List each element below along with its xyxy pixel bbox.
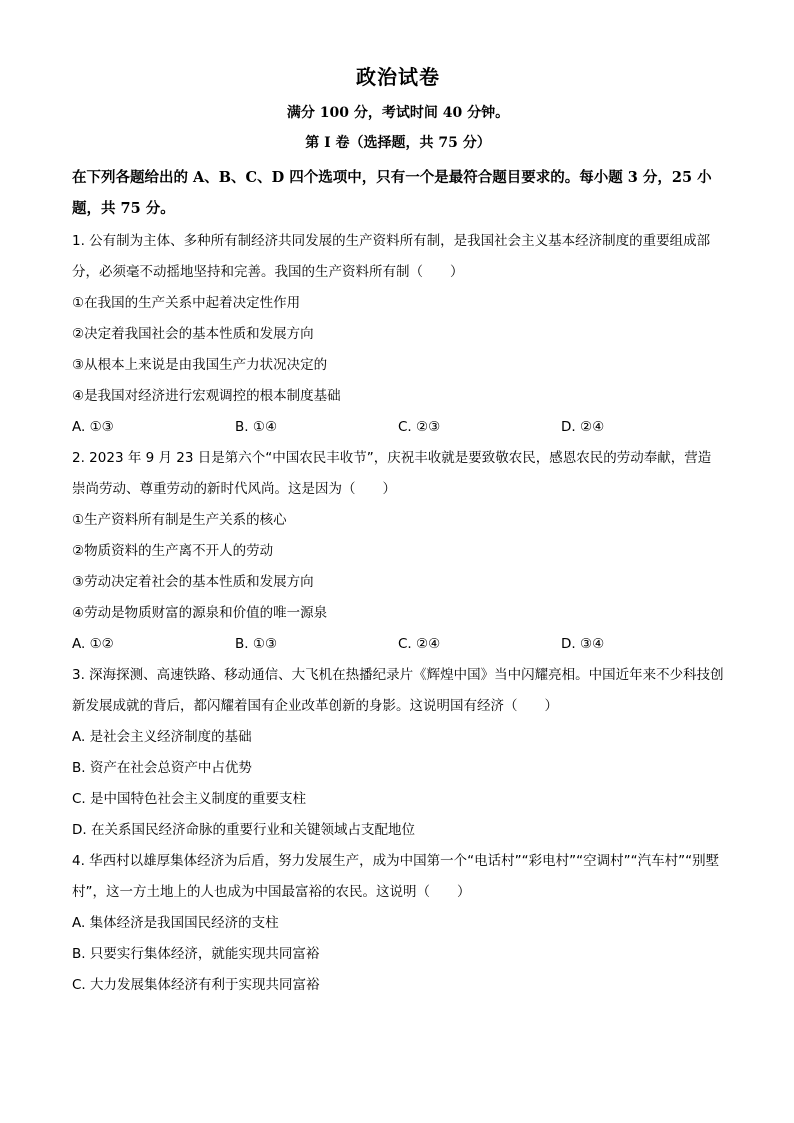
choice-b[interactable]: B. ①④ [235, 419, 278, 435]
statement-item: ④劳动是物质财富的源泉和价值的唯一源泉 [72, 605, 328, 621]
statement-item: ②决定着我国社会的基本性质和发展方向 [72, 326, 314, 342]
answer-choices [72, 412, 724, 443]
choice-b[interactable]: B. 资产在社会总资产中占优势 [72, 760, 252, 776]
choice-c[interactable]: C. 是中国特色社会主义制度的重要支柱 [72, 791, 307, 807]
choice-a[interactable]: A. 集体经济是我国国民经济的支柱 [72, 915, 279, 931]
answer-choices [72, 629, 724, 660]
choice-d[interactable]: D. ③④ [561, 636, 605, 652]
question-stem: 3. 深海探测、高速铁路、移动通信、大飞机在热播纪录片《辉煌中国》当中闪耀亮相。中国近年来不少科技创新发展成就的背后，都闪耀着国有企业改革创新的身影。这说明国有经济（ ） [72, 667, 724, 714]
statement-item: ①生产资料所有制是生产关系的核心 [72, 512, 287, 528]
question-2 [72, 443, 724, 660]
section-heading: 第 I 卷（选择题，共 75 分） [305, 135, 491, 151]
question-4 [72, 846, 724, 1001]
choice-b[interactable]: B. ①③ [235, 636, 278, 652]
statement-item: ④是我国对经济进行宏观调控的根本制度基础 [72, 388, 341, 404]
statement-item: ③劳动决定着社会的基本性质和发展方向 [72, 574, 314, 590]
score-info: 满分 100 分，考试时间 40 分钟。 [286, 105, 510, 121]
question-3 [72, 660, 724, 846]
choice-c[interactable]: C. ②③ [398, 419, 441, 435]
instructions: 在下列各题给出的 A、B、C、D 四个选项中，只有一个是最符合题目要求的。每小题 3 分，25 小题，共 75 分。 [72, 169, 712, 217]
choice-c[interactable]: C. ②④ [398, 636, 441, 652]
question-stem: 1. 公有制为主体、多种所有制经济共同发展的生产资料所有制，是我国社会主义基本经济制度的重要组成部分，必须毫不动摇地坚持和完善。我国的生产资料所有制（ ） [72, 233, 711, 280]
statement-item: ①在我国的生产关系中起着决定性作用 [72, 295, 301, 311]
page-title: 政治试卷 [356, 65, 440, 89]
choice-d[interactable]: D. ②④ [561, 419, 605, 435]
question-1 [72, 226, 724, 443]
question-stem: 2. 2023 年 9 月 23 日是第六个“中国农民丰收节”，庆祝丰收就是要致敬农民，感恩农民的劳动奉献，营造崇尚劳动、尊重劳动的新时代风尚。这是因为（ ） [72, 450, 712, 497]
statement-item: ②物质资料的生产离不开人的劳动 [72, 543, 274, 559]
choice-b[interactable]: B. 只要实行集体经济，就能实现共同富裕 [72, 946, 320, 962]
choice-a[interactable]: A. ①② [72, 636, 114, 652]
choice-a[interactable]: A. ①③ [72, 419, 114, 435]
question-stem: 4. 华西村以雄厚集体经济为后盾，努力发展生产，成为中国第一个“电话村”“彩电村”“空调村”“汽车村”“别墅村”，这一方土地上的人也成为中国最富裕的农民。这说明（ ） [72, 853, 720, 900]
exam-page [72, 62, 724, 1001]
choice-d[interactable]: D. 在关系国民经济命脉的重要行业和关键领域占支配地位 [72, 822, 415, 838]
choice-a[interactable]: A. 是社会主义经济制度的基础 [72, 729, 252, 745]
choice-c[interactable]: C. 大力发展集体经济有利于实现共同富裕 [72, 977, 320, 993]
statement-item: ③从根本上来说是由我国生产力状况决定的 [72, 357, 328, 373]
